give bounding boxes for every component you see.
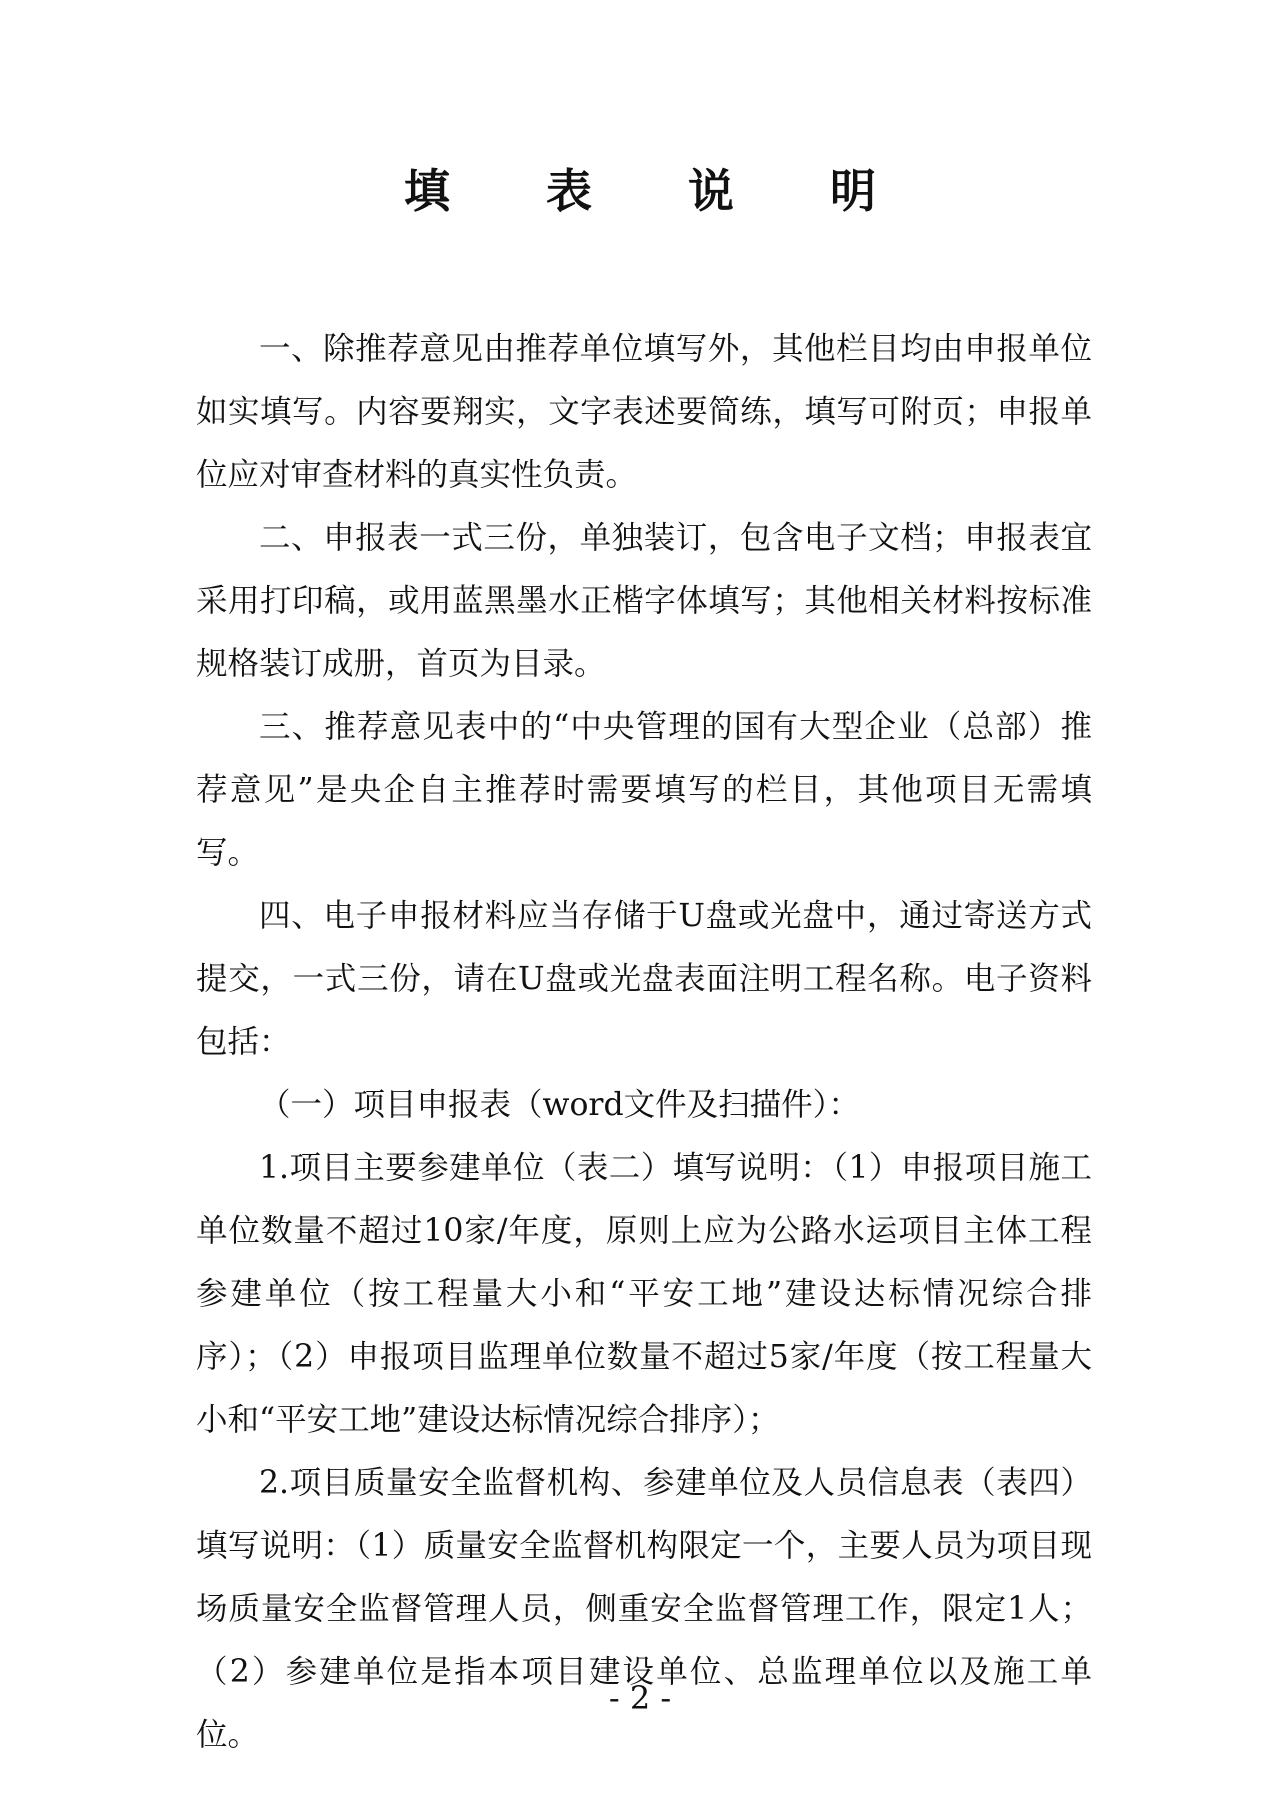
page-number: - 2 - [608, 1679, 672, 1717]
paragraph-5: （一）项目申报表（word文件及扫描件）： [259, 1087, 860, 1123]
document-body [196, 318, 1092, 1767]
page-title: 填 表 说 明 [403, 164, 917, 218]
paragraph-7: 2.项目质量安全监督机构、参建单位及人员信息表（表四）填写说明：（1）质量安全监督机构限定一个，主要人员为项目现场质量安全监督管理人员，侧重安全监督管理工作，限定1人；（2）参建单位是指本项目建设单位、总监理单位以及施工单位。 [196, 1465, 1092, 1753]
paragraph-6: 1.项目主要参建单位（表二）填写说明：（1）申报项目施工单位数量不超过10家/年度，原则上应为公路水运项目主体工程参建单位（按工程量大小和“平安工地”建设达标情况综合排序）；（2）申报项目监理单位数量不超过5家/年度（按工程量大小和“平安工地”建设达标情况综合排序）； [196, 1150, 1092, 1438]
paragraph-2: 二、申报表一式三份，单独装订，包含电子文档；申报表宜采用打印稿，或用蓝黑墨水正楷字体填写；其他相关材料按标准规格装订成册，首页为目录。 [196, 520, 1092, 682]
paragraph-1: 一、除推荐意见由推荐单位填写外，其他栏目均由申报单位如实填写。内容要翔实，文字表述要简练，填写可附页；申报单位应对审查材料的真实性负责。 [196, 331, 1092, 493]
paragraph-3: 三、推荐意见表中的“中央管理的国有大型企业（总部）推荐意见”是央企自主推荐时需要填写的栏目，其他项目无需填写。 [196, 709, 1092, 871]
paragraph-4: 四、电子申报材料应当存储于U盘或光盘中，通过寄送方式提交，一式三份，请在U盘或光盘表面注明工程名称。电子资料包括： [196, 898, 1092, 1060]
